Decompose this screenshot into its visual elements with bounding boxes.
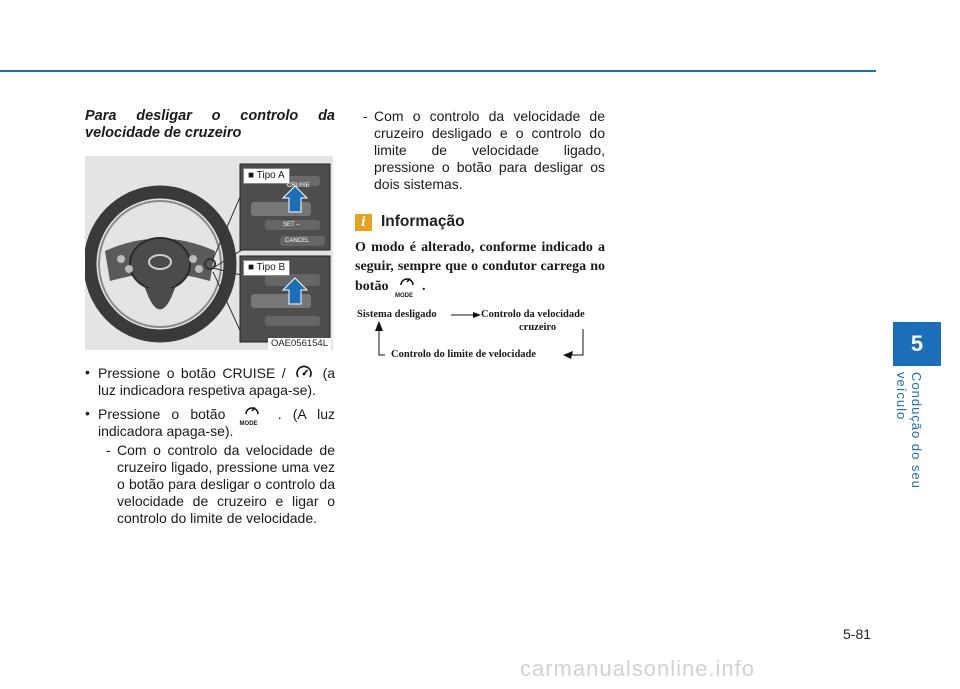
mode-button-icon-2 [394, 276, 419, 299]
cruise-button-label: CRUISE [287, 183, 310, 189]
sub2-text: Com o controlo da velocidade de cruzeiro desligado e o controlo do limite de velocidade ligado, pressione o botão para desligar os dois sistemas. [374, 108, 605, 192]
bullet1-text-start: Pressione o botão CRUISE / [98, 365, 286, 381]
set-button-label: SET – [283, 222, 300, 228]
page-number: 5-81 [843, 626, 872, 642]
sub-item-1: - Com o controlo da velocidade de cruzeiro ligado, pressione uma vez o botão para desligar o controlo da velocidade de cruzeiro e ligar o controlo do limite de velocidade. [106, 442, 335, 526]
cancel-button-label: CANCEL [285, 238, 310, 244]
mode-button-icon [239, 405, 264, 427]
figure-caption: OAE056154L [268, 338, 331, 350]
bullet-item-2 [85, 405, 335, 527]
sub-item-2: - Com o controlo da velocidade de cruzeiro desligado e o controlo do limite de velocidade ligado, pressione o botão para desligar os dois sistemas. [363, 108, 605, 192]
mode-label: MODE [239, 421, 258, 427]
watermark: carmanualsonline.info [520, 656, 756, 681]
info-text-end: . [421, 279, 426, 294]
bullet2-text-start: Pressione o botão [98, 406, 226, 422]
flow-cruise-2: cruzeiro [519, 321, 557, 333]
mode-flow-diagram [355, 307, 605, 369]
flow-off: Sistema desligado [357, 308, 437, 320]
bullet2-text-end: . (A luz indicadora apaga-se). [98, 406, 336, 439]
bullet1-text-end: (a luz indicadora respetiva apaga-se). [98, 365, 336, 398]
steering-figure [85, 156, 333, 350]
cruise-control-icon [295, 364, 313, 382]
type-b-label: ■ Tipo B [243, 260, 290, 276]
top-rule [0, 70, 876, 72]
flow-cruise: Controlo da velocidade [481, 308, 585, 320]
chapter-title: Condução do seu veículo [894, 372, 924, 489]
info-text-body: O modo é alterado, conforme indicado a seguir, sempre que o condutor carrega no botão [355, 240, 605, 294]
info-title: Informação [381, 213, 465, 230]
flow-limit: Controlo do limite de velocidade [391, 348, 537, 360]
type-a-label: ■ Tipo A [243, 168, 290, 184]
sub1-text: Com o controlo da velocidade de cruzeiro ligado, pressione uma vez o botão para desligar o controlo da velocidade de cruzeiro e ligar o controlo do limite de velocidade. [117, 442, 335, 526]
right-column [355, 108, 605, 369]
section-heading: Para desligar o controlo da velocidade de cruzeiro [85, 108, 335, 141]
info-text [355, 239, 605, 297]
info-header [355, 213, 605, 231]
bullet-list [85, 364, 335, 527]
bullet-item-1 [85, 364, 335, 399]
left-column [85, 108, 335, 533]
info-icon: i [355, 214, 372, 231]
chapter-number: 5 [893, 322, 941, 366]
mode-label-2: MODE [394, 293, 413, 299]
